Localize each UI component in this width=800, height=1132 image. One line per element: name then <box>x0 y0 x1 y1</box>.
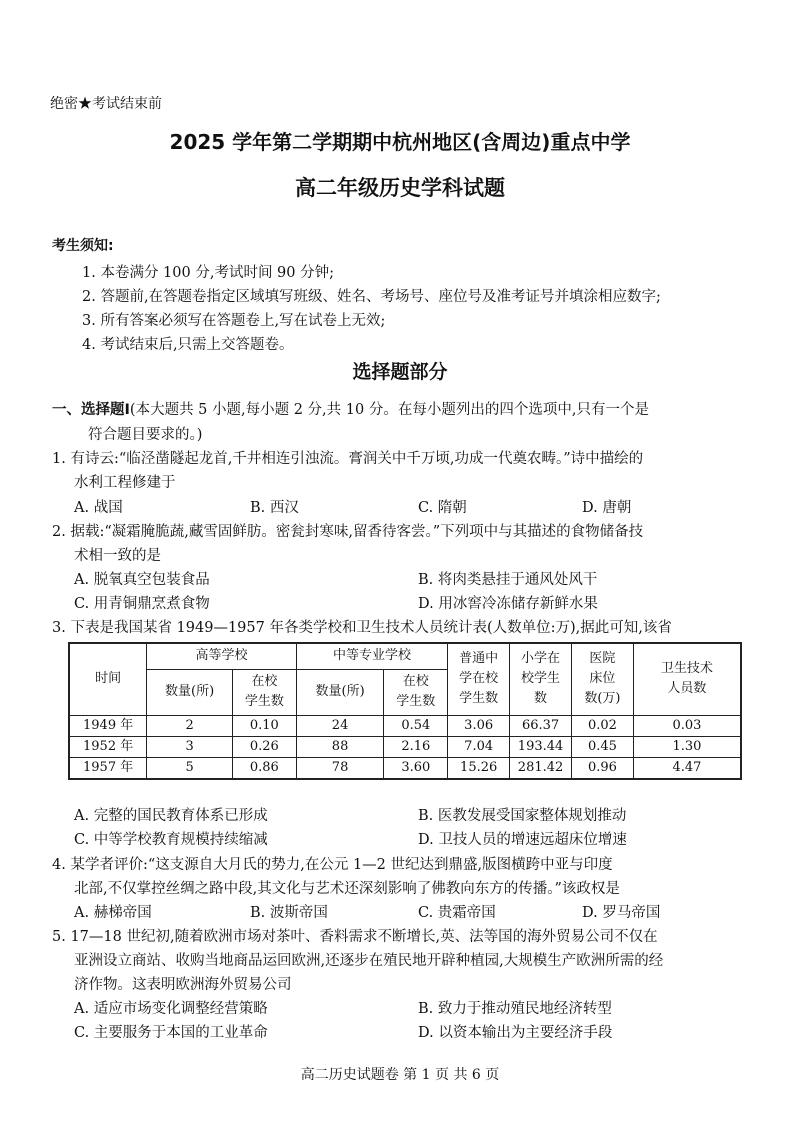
notice-heading: 考生须知: <box>52 238 114 254</box>
question-5-stem-cont: 济作物。这表明欧洲海外贸易公司 <box>74 977 292 993</box>
q3-option-c[interactable]: C. 中等学校教育规模持续缩减 <box>74 832 268 848</box>
table-row <box>69 715 741 736</box>
q1-option-b[interactable]: B. 西汉 <box>250 500 299 516</box>
question-5-stem-cont: 亚洲设立商站、收购当地商品运回欧洲,还逐步在殖民地开辟种植园,大规模生产欧洲所需的经 <box>74 953 664 969</box>
exam-title: 2025 学年第二学期期中杭州地区(含周边)重点中学 <box>169 130 631 154</box>
table-cell: 1957 年 <box>69 757 147 779</box>
q4-option-c[interactable]: C. 贵霜帝国 <box>418 905 496 921</box>
table-cell: 0.54 <box>384 715 448 736</box>
part-heading <box>52 398 649 419</box>
table-cell: 3 <box>147 736 233 757</box>
table-cell: 281.42 <box>510 757 572 779</box>
table-cell: 2 <box>147 715 233 736</box>
table-cell: 24 <box>296 715 384 736</box>
header-general-students: 普通中 学在校 学生数 <box>448 643 510 715</box>
question-4-stem-cont: 北部,不仅掌控丝绸之路中段,其文化与艺术还深刻影响了佛教向东方的传播。”该政权是 <box>74 881 620 897</box>
question-1-stem: 1. 有诗云:“临泾凿隧起龙首,千井相连引浊流。膏润关中千万顷,功成一代奠农畴。”诗中描绘的 <box>52 451 644 467</box>
header-students: 在校 学生数 <box>232 669 296 715</box>
part-label: 一、选择题Ⅰ <box>52 402 130 418</box>
table-cell: 1952 年 <box>69 736 147 757</box>
section-title: 选择题部分 <box>352 361 448 383</box>
q1-option-d[interactable]: D. 唐朝 <box>582 500 632 516</box>
q3-option-d[interactable]: D. 卫技人员的增速远超床位增速 <box>418 832 627 848</box>
table-cell: 0.86 <box>232 757 296 779</box>
table-cell: 3.60 <box>384 757 448 779</box>
table-cell: 3.06 <box>448 715 510 736</box>
table-cell: 0.02 <box>572 715 634 736</box>
table-cell: 2.16 <box>384 736 448 757</box>
q2-option-c[interactable]: C. 用青铜鼎烹煮食物 <box>74 596 210 612</box>
q5-option-c[interactable]: C. 主要服务于本国的工业革命 <box>74 1025 268 1041</box>
q1-option-c[interactable]: C. 隋朝 <box>418 500 467 516</box>
question-5-stem: 5. 17—18 世纪初,随着欧洲市场对茶叶、香料需求不断增长,英、法等国的海外贸易公司不仅在 <box>52 929 658 945</box>
q4-option-d[interactable]: D. 罗马帝国 <box>582 905 661 921</box>
table-cell: 7.04 <box>448 736 510 757</box>
q1-option-a[interactable]: A. 战国 <box>74 500 123 516</box>
q5-option-b[interactable]: B. 致力于推动殖民地经济转型 <box>418 1001 612 1017</box>
table-cell: 1949 年 <box>69 715 147 736</box>
exam-subtitle: 高二年级历史学科试题 <box>295 176 505 200</box>
header-time: 时间 <box>69 643 147 715</box>
q2-option-d[interactable]: D. 用冰窖冷冻储存新鲜水果 <box>418 596 598 612</box>
table-cell: 0.96 <box>572 757 634 779</box>
question-1-stem-cont: 水利工程修建于 <box>74 475 176 491</box>
q5-option-a[interactable]: A. 适应市场变化调整经营策略 <box>74 1001 268 1017</box>
question-2-stem-cont: 术相一致的是 <box>74 548 161 564</box>
notice-item: 1. 本卷满分 100 分,考试时间 90 分钟; <box>82 265 335 281</box>
table-cell: 193.44 <box>510 736 572 757</box>
table-row <box>69 736 741 757</box>
page-footer: 高二历史试题卷 第 1 页 共 6 页 <box>300 1067 500 1083</box>
header-higher-schools: 高等学校 <box>147 643 296 669</box>
header-health-staff: 卫生技术 人员数 <box>633 643 741 715</box>
table-cell: 0.03 <box>633 715 741 736</box>
table-cell: 5 <box>147 757 233 779</box>
table-cell: 15.26 <box>448 757 510 779</box>
header-students: 在校 学生数 <box>384 669 448 715</box>
header-secondary-schools: 中等专业学校 <box>296 643 447 669</box>
confidential-label: 绝密★考试结束前 <box>50 96 162 112</box>
table-cell: 0.45 <box>572 736 634 757</box>
statistics-table <box>68 642 742 780</box>
q4-option-b[interactable]: B. 波斯帝国 <box>250 905 328 921</box>
header-hospital-beds: 医院 床位 数(万) <box>572 643 634 715</box>
table-cell: 78 <box>296 757 384 779</box>
q2-option-a[interactable]: A. 脱氧真空包装食品 <box>74 572 210 588</box>
notice-item: 4. 考试结束后,只需上交答题卷。 <box>82 337 294 353</box>
q5-option-d[interactable]: D. 以资本输出为主要经济手段 <box>418 1025 613 1041</box>
header-primary-students: 小学在 校学生 数 <box>510 643 572 715</box>
table-cell: 88 <box>296 736 384 757</box>
question-3-stem: 3. 下表是我国某省 1949—1957 年各类学校和卫生技术人员统计表(人数单位:万),据此可知,该省 <box>52 620 672 636</box>
table-cell: 0.10 <box>232 715 296 736</box>
notice-item: 3. 所有答案必须写在答题卷上,写在试卷上无效; <box>82 313 386 329</box>
table-row <box>69 757 741 779</box>
q2-option-b[interactable]: B. 将肉类悬挂于通风处风干 <box>418 572 598 588</box>
notice-item: 2. 答题前,在答题卷指定区域填写班级、姓名、考场号、座位号及准考证号并填涂相应数字; <box>82 289 661 305</box>
part-description: (本大题共 5 小题,每小题 2 分,共 10 分。在每小题列出的四个选项中,只有一个是 <box>129 402 649 418</box>
question-2-stem: 2. 据载:“凝霜腌脆蔬,藏雪固鲜肪。密瓮封寒味,留香待客尝。”下列项中与其描述的食物储备技 <box>52 524 644 540</box>
q3-option-b[interactable]: B. 医教发展受国家整体规划推动 <box>418 808 627 824</box>
q3-option-a[interactable]: A. 完整的国民教育体系已形成 <box>74 808 268 824</box>
table-cell: 4.47 <box>633 757 741 779</box>
q4-option-a[interactable]: A. 赫梯帝国 <box>74 905 152 921</box>
table-cell: 0.26 <box>232 736 296 757</box>
header-count: 数量(所) <box>147 669 233 715</box>
header-count: 数量(所) <box>296 669 384 715</box>
question-4-stem: 4. 某学者评价:“这支源自大月氏的势力,在公元 1—2 世纪达到鼎盛,版图横跨中亚与印度 <box>52 857 613 873</box>
table-cell: 66.37 <box>510 715 572 736</box>
part-description-cont: 符合题目要求的。) <box>88 427 203 443</box>
table-cell: 1.30 <box>633 736 741 757</box>
